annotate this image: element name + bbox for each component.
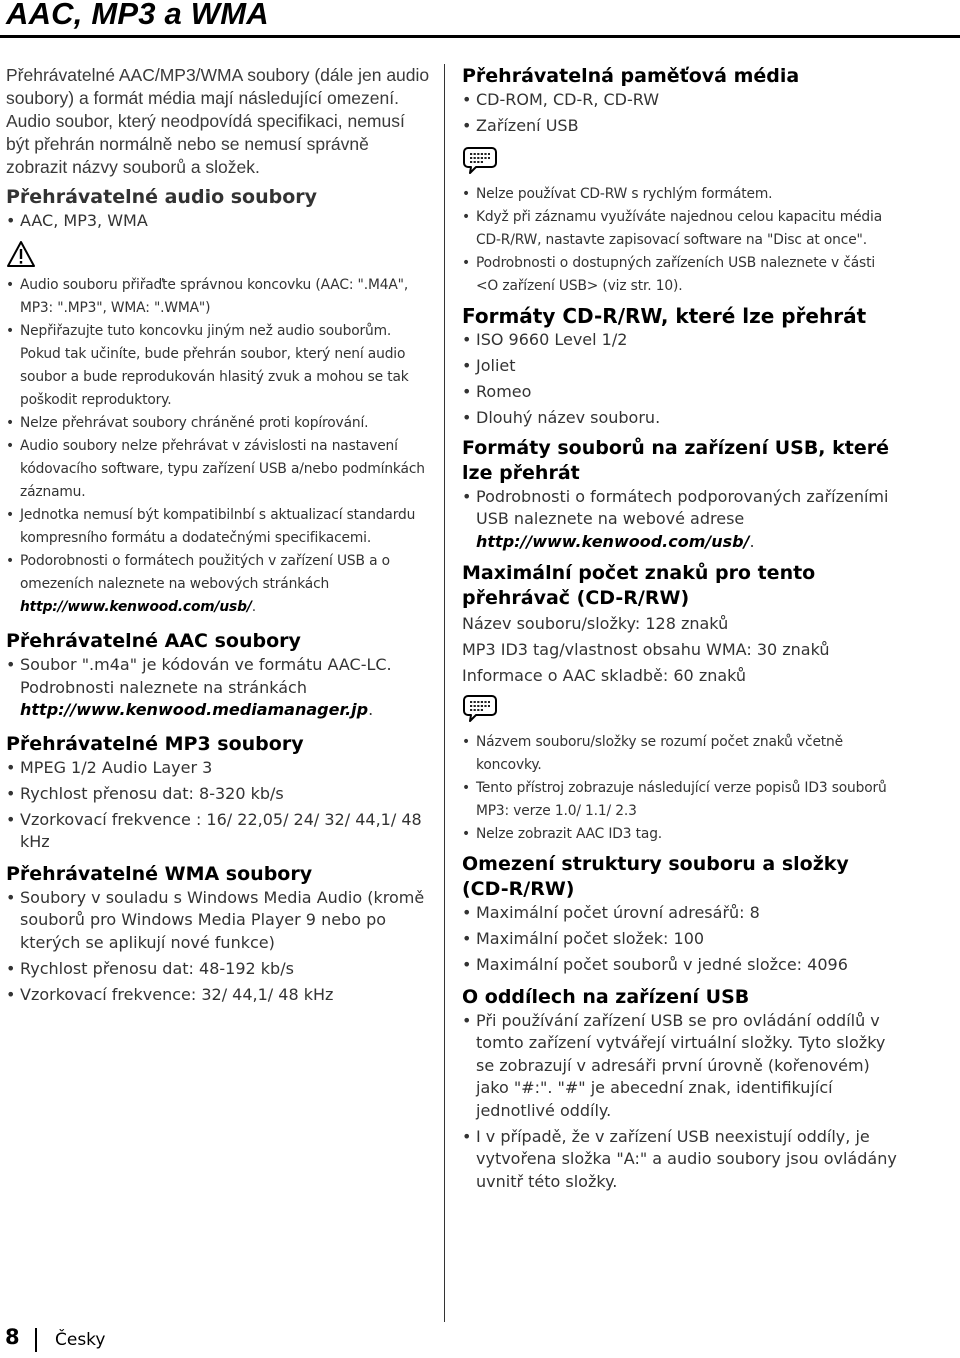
note-icon [462, 693, 498, 723]
list-item-text: Podorobnosti o formátech použitých v zařízení USB a o omezeních naleznete na webových stránkách [20, 553, 390, 592]
list-item: • I v případě, že v zařízení USB neexistují oddíly, je vytvořena složka "A:" a audio soubory jsou ovládány uvnitř této složky. [462, 1126, 900, 1194]
list-item: • Podrobnosti o dostupných zařízeních USB naleznete v části <O zařízení USB> (viz str. 10). [462, 252, 900, 298]
list-item-continued [6, 677, 432, 722]
media-list [462, 89, 900, 138]
structure-heading: Omezení struktury souboru a složky (CD-R/RW) [462, 853, 849, 900]
wma-list [6, 887, 432, 1007]
intro-paragraph: Přehrávatelné AAC/MP3/WMA soubory (dále jen audio soubory) a formát média mají následující omezení. Audio soubor, který neodpovídá specifikaci, nemusí být přehrán normálně nebo se nemusí správně zobrazit názvy souborů a složek. [6, 65, 430, 177]
mp3-list [6, 757, 432, 854]
list-item-end: . [749, 531, 755, 551]
list-item: • Při používání zařízení USB se pro ovládání oddílů v tomto zařízení vytvářejí virtuální složky. Tyto složky se zobrazují v adresáři první úrovně (kořenovém) jako "#:". "#" je abecední znak, identifikující jednotlivé oddíly. [462, 1010, 900, 1123]
usb-partitions-heading: O oddílech na zařízení USB [462, 985, 750, 1008]
max-chars-line: Informace o AAC skladbě: 60 znaků [462, 666, 747, 685]
list-item: • Jednotka nemusí být kompatibilnbí s aktualizací standardu kompresního formátu a dodatečnými specifikacemi. [6, 504, 432, 550]
kenwood-usb-link[interactable]: http://www.kenwood.com/usb/ [476, 531, 750, 551]
audio-files-heading: Přehrávatelné audio soubory [6, 186, 318, 208]
kenwood-mediamanager-link[interactable]: http://www.kenwood.mediamanager.jp [20, 700, 369, 719]
left-column [6, 64, 432, 1010]
list-item: • Audio soubory nelze přehrávat v závislosti na nastavení kódovacího software, typu zařízení USB a/nebo podmínkách záznamu. [6, 435, 432, 504]
max-chars-line: Název souboru/složky: 128 znaků [462, 614, 729, 633]
kenwood-usb-link[interactable]: http://www.kenwood.com/usb/ [20, 599, 252, 615]
list-item: • Maximální počet složek: 100 [462, 928, 900, 951]
media-notes-list [462, 183, 900, 298]
right-column [462, 64, 900, 1197]
media-heading: Přehrávatelná paměťová média [462, 65, 800, 87]
list-item: • Názvem souboru/složky se rozumí počet znaků včetně koncovky. [462, 731, 900, 777]
aac-heading: Přehrávatelné AAC soubory [6, 630, 301, 652]
warning-icon [6, 240, 36, 268]
mp3-heading: Přehrávatelné MP3 soubory [6, 732, 304, 755]
list-item-text: Podrobnosti naleznete na stránkách [20, 677, 307, 697]
list-item: • Soubory v souladu s Windows Media Audio (kromě souborů pro Windows Media Player 9 nebo po kterých se aplikují nové funkce) [6, 887, 432, 955]
footer-divider [35, 1328, 37, 1352]
structure-list [462, 902, 900, 977]
usb-formats-list [462, 486, 900, 554]
list-item: • MPEG 1/2 Audio Layer 3 [6, 757, 432, 780]
footer-language: Česky [55, 1330, 106, 1350]
warning-list [6, 274, 432, 619]
max-chars-heading: Maximální počet znaků pro tento přehrávač (CD-R/RW) [462, 562, 816, 609]
page-number: 8 [5, 1325, 20, 1349]
list-item: • Soubor ".m4a" je kódován ve formátu AAC-LC. [6, 654, 432, 677]
cd-formats-heading: Formáty CD-R/RW, které lze přehrát [462, 304, 867, 328]
list-item: • Vzorkovací frekvence: 32/ 44,1/ 48 kHz [6, 984, 432, 1007]
note-icon [462, 145, 498, 175]
max-chars-line: MP3 ID3 tag/vlastnost obsahu WMA: 30 znaků [462, 640, 830, 659]
list-item: • Joliet [462, 355, 900, 378]
page-title: AAC, MP3 a WMA [6, 0, 269, 31]
list-item: • Nelze zobrazit AAC ID3 tag. [462, 823, 900, 846]
list-item: • Rychlost přenosu dat: 48-192 kb/s [6, 958, 432, 981]
list-item: • Audio souboru přiřaďte správnou koncovku (AAC: ".M4A", MP3: ".MP3", WMA: ".WMA") [6, 274, 432, 320]
list-item: • Rychlost přenosu dat: 8-320 kb/s [6, 783, 432, 806]
list-item: • Maximální počet úrovní adresářů: 8 [462, 902, 900, 925]
list-item: • Romeo [462, 381, 900, 404]
list-item: • Dlouhý název souboru. [462, 407, 900, 430]
wma-heading: Přehrávatelné WMA soubory [6, 862, 313, 885]
list-item: • Zařízení USB [462, 115, 900, 138]
column-divider [444, 64, 445, 1322]
title-rule [0, 35, 960, 38]
list-item: • Maximální počet souborů v jedné složce: 4096 [462, 954, 900, 977]
list-item: • Nelze přehrávat soubory chráněné proti kopírování. [6, 412, 432, 435]
list-item: • Nepřiřazujte tuto koncovku jiným než audio souborům. Pokud tak učiníte, bude přehrán soubor, který není audio soubor a bude reprodukován hlasitý zvuk a mohou se tak poškodit reproduktory. [6, 320, 432, 412]
usb-partitions-list [462, 1010, 900, 1194]
list-item: • Když při záznamu využíváte najednou celou kapacitu média CD-R/RW, nastavte zapisovací software na "Disc at once". [462, 206, 900, 252]
usb-formats-heading: Formáty souborů na zařízení USB, které lze přehrát [462, 436, 889, 484]
list-item: • CD-ROM, CD-R, CD-RW [462, 89, 900, 112]
list-item: • Vzorkovací frekvence : 16/ 22,05/ 24/ 32/ 44,1/ 48 kHz [6, 809, 432, 854]
list-item: • Tento přístroj zobrazuje následující verze popisů ID3 souborů MP3: verze 1.0/ 1.1/ 2.3 [462, 777, 900, 823]
list-item-text: Podrobnosti o formátech podporovaných zařízeními USB naleznete na webové adrese [476, 486, 889, 528]
aac-list [6, 654, 432, 722]
audio-files-list [6, 210, 432, 233]
list-item [462, 486, 900, 554]
list-item [6, 550, 432, 619]
list-item: • ISO 9660 Level 1/2 [462, 329, 900, 352]
cd-formats-list [462, 329, 900, 430]
max-chars-notes-list [462, 731, 900, 846]
list-item-end: . [251, 599, 256, 615]
list-item: • Nelze používat CD-RW s rychlým formátem. [462, 183, 900, 206]
list-item-end: . [368, 700, 374, 719]
list-item: • AAC, MP3, WMA [6, 210, 432, 233]
